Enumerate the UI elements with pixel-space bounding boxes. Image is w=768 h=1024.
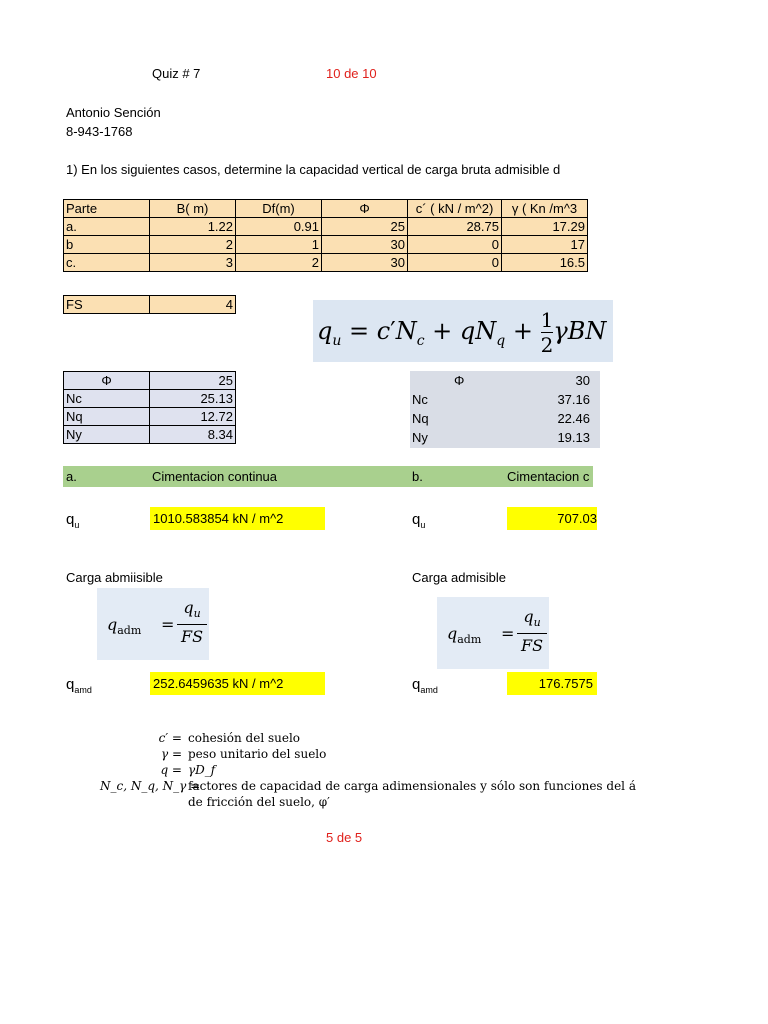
table-cell: Nq [412, 411, 429, 426]
params-table [63, 199, 588, 272]
definition-symbol: N_c, N_q, N_γ = [100, 779, 201, 793]
fs-value: 4 [150, 296, 236, 314]
table-cell: 30 [322, 254, 408, 272]
params-header: Φ [322, 200, 408, 218]
score-top: 10 de 10 [326, 66, 377, 81]
phi-value: 30 [575, 373, 590, 388]
table-row [64, 426, 236, 444]
phi-label: Φ [454, 373, 465, 388]
table-cell: 37.16 [557, 392, 590, 407]
params-header: c´ ( kN / m^2) [408, 200, 502, 218]
params-header-row [64, 200, 588, 218]
factors-table-a [63, 371, 236, 444]
definition-text: factores de capacidad de carga adimensionales y sólo son funciones del á [188, 779, 636, 793]
definitions-block [100, 730, 636, 810]
definition-symbol: c′ = [158, 731, 182, 745]
qadm-value-a: 252.6459635 kN / m^2 [150, 672, 325, 695]
params-header: Parte [64, 200, 150, 218]
table-cell: 17 [502, 236, 588, 254]
table-cell: Ny [412, 430, 428, 445]
definition-text: γD_f [188, 763, 216, 777]
table-cell: 8.34 [150, 426, 236, 444]
bearing-capacity-formula: $q_u = c'N_c + qN_q + 1$ 2 γBN [313, 300, 613, 362]
student-id: 8-943-1768 [66, 124, 133, 139]
score-bottom: 5 de 5 [326, 830, 363, 845]
table-cell: Nc [412, 392, 428, 407]
qadm-formula-b: $q_{adm}$ = $q_u$ FS [437, 597, 549, 669]
table-cell: a. [64, 218, 150, 236]
table-cell: 25 [322, 218, 408, 236]
qamd-symbol-a: $q_{amd}$ [66, 676, 92, 695]
student-name: Antonio Sención [66, 105, 161, 120]
phi-label: Φ [64, 372, 150, 390]
table-row [64, 218, 588, 236]
table-cell: 1 [236, 236, 322, 254]
definition-row [100, 730, 593, 746]
table-cell: 12.72 [150, 408, 236, 426]
table-cell: 16.5 [502, 254, 588, 272]
table-cell: 25.13 [150, 390, 236, 408]
table-cell: 17.29 [502, 218, 588, 236]
definition-symbol: q = [160, 763, 182, 777]
qu-value-a: 1010.583854 kN / m^2 [150, 507, 325, 530]
definition-row [100, 762, 593, 778]
table-cell: 28.75 [408, 218, 502, 236]
qadm-formula-a: $q_{adm}$ = $q_u$ FS [97, 588, 209, 660]
definition-row [100, 746, 593, 762]
section-a-title: Cimentacion continua [152, 469, 278, 484]
table-cell: 0.91 [236, 218, 322, 236]
qu-symbol-a: $q_u$ [66, 511, 80, 530]
params-header: B( m) [150, 200, 236, 218]
carga-label-b: Carga admisible [412, 570, 506, 585]
carga-label-a: Carga abmiisible [66, 570, 163, 585]
table-cell: Nc [64, 390, 150, 408]
definition-text: de fricción del suelo, φ′ [188, 795, 330, 809]
table-row [64, 408, 236, 426]
table-cell: Nq [64, 408, 150, 426]
table-cell: 19.13 [557, 430, 590, 445]
definition-row [100, 778, 636, 794]
quiz-label: Quiz # 7 [152, 66, 201, 81]
qamd-symbol-b: $q_{amd}$ [412, 676, 438, 695]
section-b-letter: b. [412, 469, 423, 484]
table-cell: 1.22 [150, 218, 236, 236]
definition-text: cohesión del suelo [188, 731, 301, 745]
table-cell: 0 [408, 254, 502, 272]
qadm-value-b: 176.7575 [507, 672, 597, 695]
section-b-title: Cimentacion c [507, 469, 590, 484]
table-row [64, 254, 588, 272]
table-cell: 2 [150, 236, 236, 254]
factors-block-b [410, 371, 600, 448]
definition-text: peso unitario del suelo [188, 747, 327, 761]
table-cell: 22.46 [557, 411, 590, 426]
fs-label: FS [64, 296, 150, 314]
table-cell: 0 [408, 236, 502, 254]
table-cell: b [64, 236, 150, 254]
table-cell: c. [64, 254, 150, 272]
question-text: 1) En los siguientes casos, determine la capacidad vertical de carga bruta admisible d [66, 162, 561, 177]
table-row [64, 390, 236, 408]
definition-row [100, 794, 593, 810]
table-cell: 30 [322, 236, 408, 254]
params-header: Df(m) [236, 200, 322, 218]
section-a-letter: a. [66, 469, 77, 484]
definition-symbol: γ = [160, 747, 182, 761]
table-cell: 2 [236, 254, 322, 272]
qu-symbol-b: $q_u$ [412, 511, 426, 530]
phi-value: 25 [150, 372, 236, 390]
fs-table [63, 295, 236, 314]
table-cell: Ny [64, 426, 150, 444]
qu-value-b: 707.03 [507, 507, 597, 530]
table-cell: 3 [150, 254, 236, 272]
table-row [64, 236, 588, 254]
params-header: γ ( Kn /m^3 [502, 200, 588, 218]
